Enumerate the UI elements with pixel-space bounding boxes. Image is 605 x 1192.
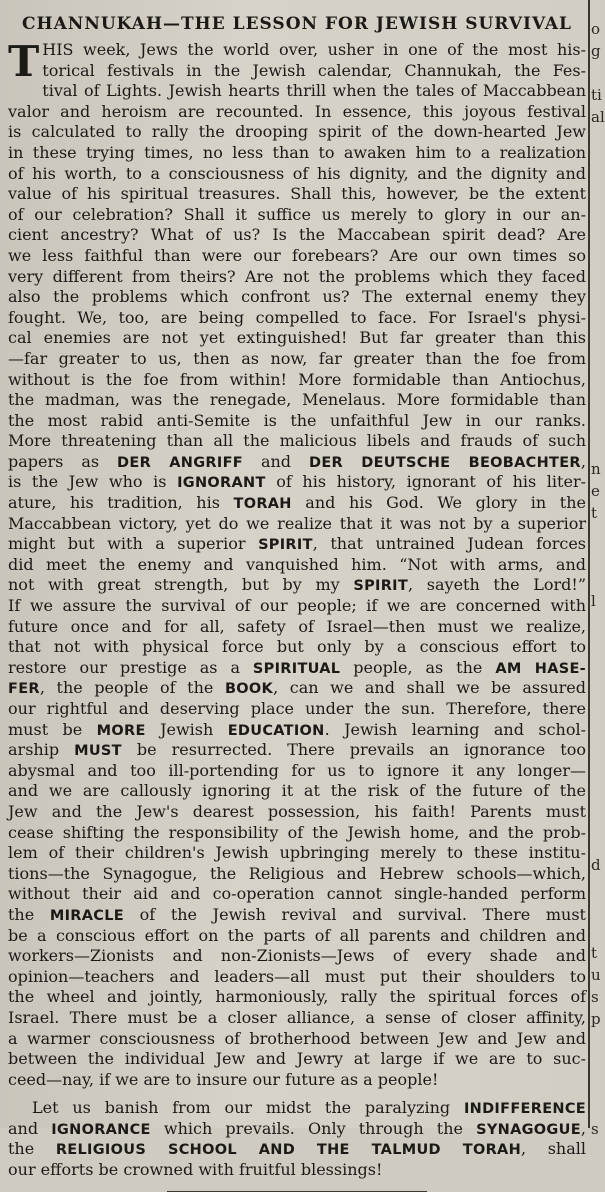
text-line [8,493,586,514]
text-run: very different from theirs? Are not the problems which they faced [8,266,586,286]
text-line [8,987,586,1008]
text-line [8,1049,586,1070]
text-run: future once and for all, safety of Israel—then must we realize, [8,616,586,636]
text-line [8,1070,586,1091]
adjacent-column-letter [591,788,600,810]
bold-emphasis-text: INDIFFERENCE [463,1101,586,1118]
adjacent-column-letter [591,524,600,546]
text-run: is the Jew who is [8,472,178,492]
text-run: If we assure the survival of our people; if we are concerned with [8,596,586,616]
text-run: cease shifting the responsibility of the Jewish home, and the prob- [8,822,586,842]
text-line [8,658,586,679]
text-run: . Jewish learning and schol- [324,719,586,739]
text-line [8,390,586,411]
text-line [8,534,586,555]
text-run: and [8,1118,52,1138]
text-line [8,740,586,761]
text-run: of his worth, to a consciousness of his dignity, and the dignity and [8,163,586,183]
adjacent-column-letter: g [591,42,601,60]
text-line [8,514,586,535]
text-line [8,61,586,82]
text-line [8,843,586,864]
bold-emphasis-text: RELIGIOUS SCHOOL AND THE TALMUD TORAH [55,1142,522,1159]
text-line [8,452,586,473]
text-run: ature, his tradition, his [8,493,234,513]
adjacent-column-letter [591,282,600,304]
adjacent-column-letter [591,722,600,744]
text-line [8,102,586,123]
text-line [8,411,586,432]
text-run: also the problems which confront us? The external enemy they [8,287,586,307]
adjacent-column-letter: ti [591,86,602,104]
bold-emphasis-text: BOOK [224,681,274,698]
adjacent-column-letter: p [591,1010,601,1028]
text-line [8,802,586,823]
text-line [8,823,586,844]
text-run: abysmal and too ill-portending for us to ignore it any longer— [8,760,586,780]
text-run: between the individual Jew and Jewry at large if we are to suc- [8,1049,586,1069]
adjacent-column-letter [591,370,600,392]
text-run: and [243,451,310,471]
adjacent-column-letter [591,326,600,348]
bold-emphasis-text: AM HASE- [495,660,586,677]
text-line [8,205,586,226]
text-line [8,637,586,658]
text-run: fought. We, too, are being compelled to face. For Israel's physi- [8,307,586,327]
bold-emphasis-text: FER [8,681,40,698]
text-run: Jew and the Jew's dearest possession, his faith! Parents must [8,801,586,821]
adjacent-column-letter [591,260,600,282]
text-run: opinion—teachers and leaders—all must put their shoulders to [8,966,586,986]
article-body [8,37,587,1090]
text-run: our rightful and deserving place under the sun. Therefore, there [8,699,586,718]
text-line [8,596,586,617]
text-line [8,720,586,741]
adjacent-column-letter [591,810,600,832]
text-line [8,1119,586,1140]
bold-emphasis-text: IGNORANCE [51,1121,151,1138]
text-run: not with great strength, but by my [8,575,354,595]
adjacent-column-letter [591,150,600,172]
text-line [8,575,586,596]
article-closing-paragraph [8,1098,586,1180]
drop-cap-letter: T [8,37,40,86]
text-run: , [580,1118,587,1138]
adjacent-column-letter [591,1052,600,1074]
bold-emphasis-text: IGNORANT [177,475,266,492]
text-run: that not with physical force but only by a conscious effort to [8,637,586,657]
adjacent-column-letter: t [591,944,598,962]
adjacent-column-letter [591,876,600,898]
adjacent-column-fragment [591,18,605,1140]
text-line [8,1139,586,1160]
adjacent-column-letter [591,128,600,150]
adjacent-column-letter: al [591,108,605,126]
article-column [8,10,586,1192]
text-run: Let us banish from our midst the paralyzing [32,1098,464,1118]
adjacent-column-letter [591,766,600,788]
bold-emphasis-text: TORAH [233,496,292,513]
adjacent-column-letter [591,238,600,260]
text-line [8,946,586,967]
text-line [8,617,586,638]
text-run: of his history, ignorant of his liter- [265,472,586,492]
text-line [8,81,586,102]
adjacent-column-letter [591,414,600,436]
text-run: ceed—nay, if we are to insure our future as a people! [8,1069,439,1089]
adjacent-column-letter [591,832,600,854]
bold-emphasis-text: SYNAGOGUE [476,1121,581,1138]
text-run: value of his spiritual treasures. Shall this, however, be the extent [8,184,586,204]
text-line [8,225,586,246]
text-run: Jewish [145,719,228,739]
text-run: arship [8,740,75,760]
article-headline: CHANNUKAH—THE LESSON FOR JEWISH SURVIVAL [22,14,572,34]
text-line [8,905,586,926]
adjacent-column-letter [591,172,600,194]
text-run: papers as [8,451,118,471]
text-run: is calculated to rally the drooping spirit of the down-hearted Jew [8,122,586,142]
text-line [8,349,586,370]
text-run: , sayeth the Lord!” [408,575,587,595]
text-run: be resurrected. There prevails an ignorance too [121,740,586,760]
text-run: without is the foe from within! More formidable than Antiochus, [8,369,586,389]
text-run: Israel. There must be a closer alliance, a sense of closer affinity, [8,1007,586,1027]
adjacent-column-letter [591,568,600,590]
text-run: we less faithful than were our forebears? Are our own times so [8,245,586,265]
text-run: of our celebration? Shall it suffice us merely to glory in our an- [8,204,586,224]
adjacent-column-letter [591,678,600,700]
text-line [8,328,586,349]
text-line [8,308,586,329]
text-run: tival of Lights. Jewish hearts thrill when the tales of Maccabbean [42,81,586,101]
adjacent-column-letter [591,656,600,678]
adjacent-column-letter [591,392,600,414]
text-line [8,40,586,61]
text-run: , shall [521,1139,587,1159]
adjacent-column-letter [591,304,600,326]
adjacent-column-letter [591,1030,600,1052]
adjacent-column-letter [591,348,600,370]
text-line [8,781,586,802]
bold-emphasis-text: MUST [74,743,122,760]
text-run: , [580,451,586,471]
text-run: the wheel and jointly, harmoniously, rally the spiritual forces of [8,987,586,1007]
text-line [8,884,586,905]
text-run: —far greater to us, then as now, far greater than the foe from [8,348,586,368]
text-line [8,1029,586,1050]
text-run: restore our prestige as a [8,657,253,677]
text-line [8,699,586,720]
text-run: the [8,904,50,924]
text-run: workers—Zionists and non-Zionists—Jews of every shade and [8,946,586,966]
adjacent-column-letter [591,62,600,84]
adjacent-column-letter [591,1074,600,1096]
text-line [8,267,586,288]
adjacent-column-letter [591,612,600,634]
adjacent-column-letter [591,634,600,656]
text-run: be a conscious effort on the parts of all parents and children and [8,925,586,945]
bold-emphasis-text: DER DEUTSCHE BEOBACHTER [309,454,581,471]
text-run: valor and heroism are recounted. In essence, this joyous festival [8,101,586,121]
text-run: cal enemies are not yet extinguished! But far greater than this [8,328,586,348]
text-run: the [8,1139,56,1159]
bold-emphasis-text: SPIRITUAL [252,660,341,677]
text-line [8,287,586,308]
bold-emphasis-text: DER ANGRIFF [117,454,243,471]
text-run: a warmer consciousness of brotherhood between Jew and Jew and [8,1028,586,1048]
adjacent-column-letter: t [591,504,598,522]
text-run: , can we and shall we be assured [273,678,587,698]
text-line [8,678,586,699]
adjacent-column-letter: o [591,20,601,38]
bold-emphasis-text: MIRACLE [49,907,124,924]
text-run: More threatening than all the malicious libels and frauds of such [8,431,586,451]
adjacent-column-letter: l [591,592,596,610]
text-run: the most rabid anti-Semite is the unfaithful Jew in our ranks. [8,410,586,430]
text-line [8,1008,586,1029]
adjacent-column-letter: e [591,482,600,500]
text-run: our efforts be crowned with fruitful blessings! [8,1160,383,1180]
text-run: in these trying times, no less than to awaken him to a realization [8,142,586,162]
adjacent-column-letter: s [591,1120,599,1138]
text-line [8,184,586,205]
text-line [8,143,586,164]
text-line [8,122,586,143]
text-run: might but with a superior [8,534,259,554]
text-run: torical festivals in the Jewish calendar, Channukah, the Fes- [42,60,586,80]
adjacent-column-letter [591,920,600,942]
text-run: did meet the enemy and vanquished him. “Not with arms, and [8,554,586,574]
text-line [8,246,586,267]
adjacent-column-letter: u [591,966,601,984]
text-run: must be [8,719,97,739]
adjacent-column-letter [591,194,600,216]
text-line [8,370,586,391]
text-run: which prevails. Only through the [150,1118,477,1138]
text-line [8,1160,586,1181]
adjacent-column-letter: s [591,988,599,1006]
text-run: people, as the [340,657,496,677]
adjacent-column-letter [591,546,600,568]
text-run: the madman, was the renegade, Menelaus. More formidable than [8,390,586,410]
text-line [8,926,586,947]
adjacent-column-letter [591,436,600,458]
text-run: and his God. We glory in the [291,493,586,513]
text-run: lem of their children's Jewish upbringing merely to these institu- [8,843,586,863]
text-line [8,967,586,988]
text-line [8,1098,586,1119]
text-run: without their aid and co-operation cannot single-handed perform [8,884,586,904]
adjacent-column-letter [591,744,600,766]
text-run: cient ancestry? What of us? Is the Maccabean spirit dead? Are [8,225,586,245]
adjacent-column-letter: d [591,856,601,874]
text-run: tions—the Synagogue, the Religious and Hebrew schools—which, [8,863,586,883]
bold-emphasis-text: SPIRIT [258,537,313,554]
text-line [8,555,586,576]
text-run: , that untrained Judean forces [312,534,587,554]
text-line [8,431,586,452]
adjacent-column-letter [591,700,600,722]
text-run: of the Jewish revival and survival. There must [123,904,586,924]
adjacent-column-letter: n [591,460,601,478]
text-line [8,761,586,782]
adjacent-column-letter [591,898,600,920]
text-line [8,472,586,493]
adjacent-column-letter [591,1096,600,1118]
bold-emphasis-text: MORE [96,722,146,739]
bold-emphasis-text: EDUCATION [227,722,325,739]
adjacent-column-letter [591,216,600,238]
text-run: HIS week, Jews the world over, usher in one of the most his- [42,40,586,59]
text-line [8,164,586,185]
text-run: Maccabbean victory, yet do we realize that it was not by a superior [8,513,586,533]
column-divider-rule [588,0,590,1128]
text-run: , the people of the [39,678,225,698]
bold-emphasis-text: SPIRIT [353,578,409,595]
text-line [8,864,586,885]
text-run: and we are callously ignoring it at the risk of the future of the [8,781,586,801]
